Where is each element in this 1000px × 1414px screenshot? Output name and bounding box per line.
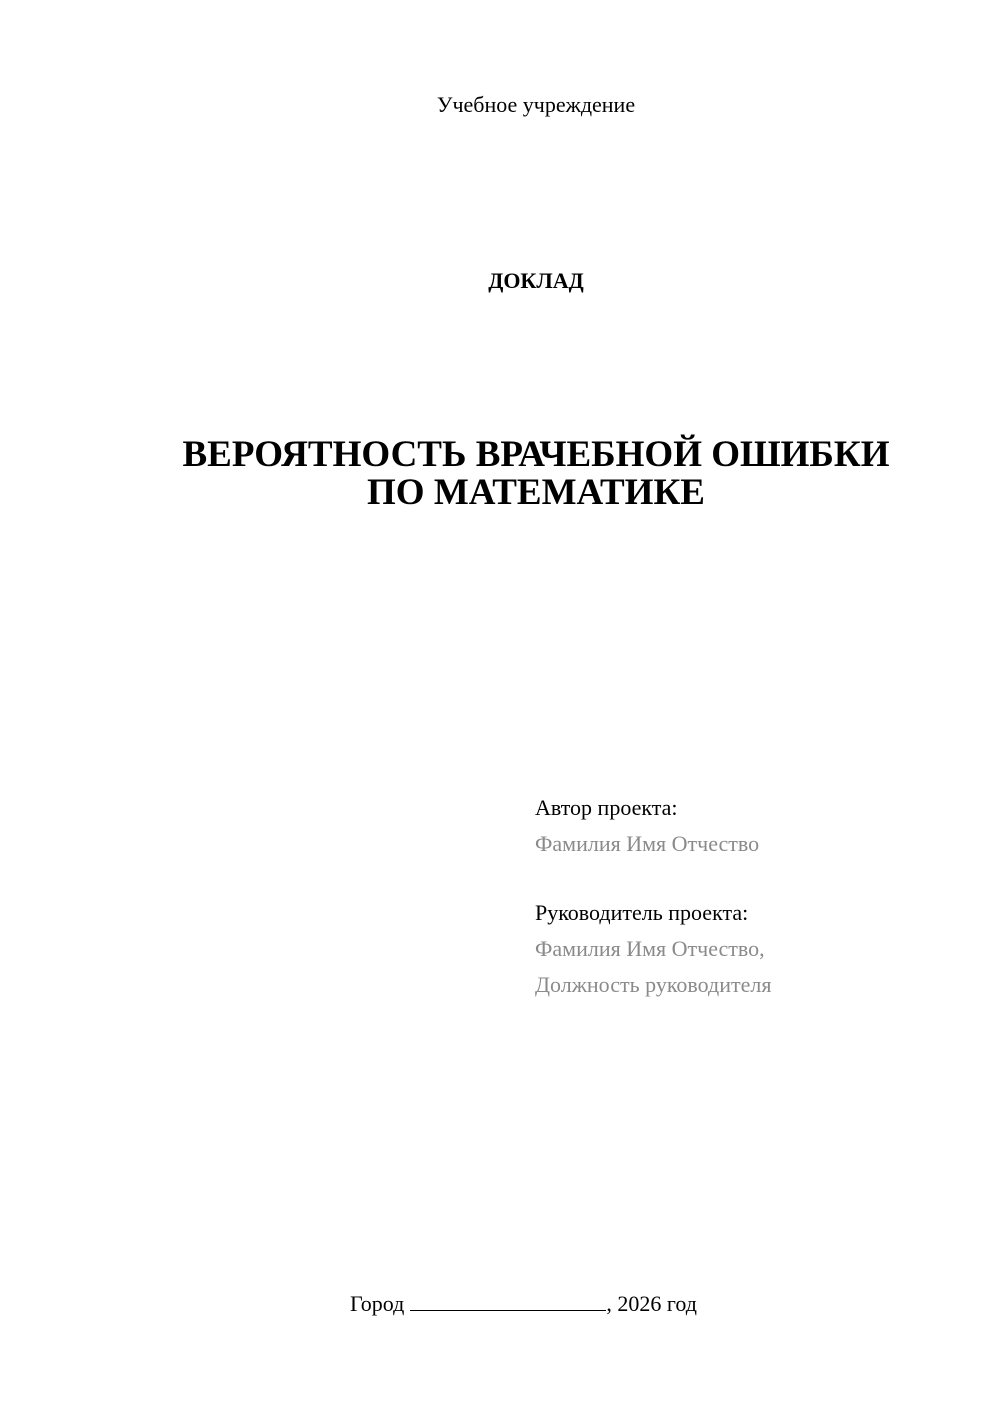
city-label: Город	[350, 1291, 405, 1316]
year-text: , 2026 год	[606, 1291, 697, 1316]
spacer	[535, 862, 771, 895]
title-line-2: ПО МАТЕМАТИКЕ	[367, 472, 705, 513]
city-blank-line	[410, 1290, 606, 1311]
supervisor-label: Руководитель проекта:	[535, 900, 749, 925]
title-line-1: ВЕРОЯТНОСТЬ ВРАЧЕБНОЙ ОШИБКИ	[182, 434, 890, 475]
footer-city-year	[350, 1290, 697, 1317]
author-label: Автор проекта:	[535, 795, 678, 820]
institution-name: Учебное учреждение	[436, 92, 636, 117]
document-title	[0, 436, 1000, 512]
author-name: Фамилия Имя Отчество	[535, 831, 760, 856]
supervisor-position: Должность руководителя	[535, 972, 772, 997]
document-type: ДОКЛАД	[488, 268, 584, 293]
supervisor-name: Фамилия Имя Отчество,	[535, 936, 765, 961]
credits-block	[535, 790, 771, 1003]
